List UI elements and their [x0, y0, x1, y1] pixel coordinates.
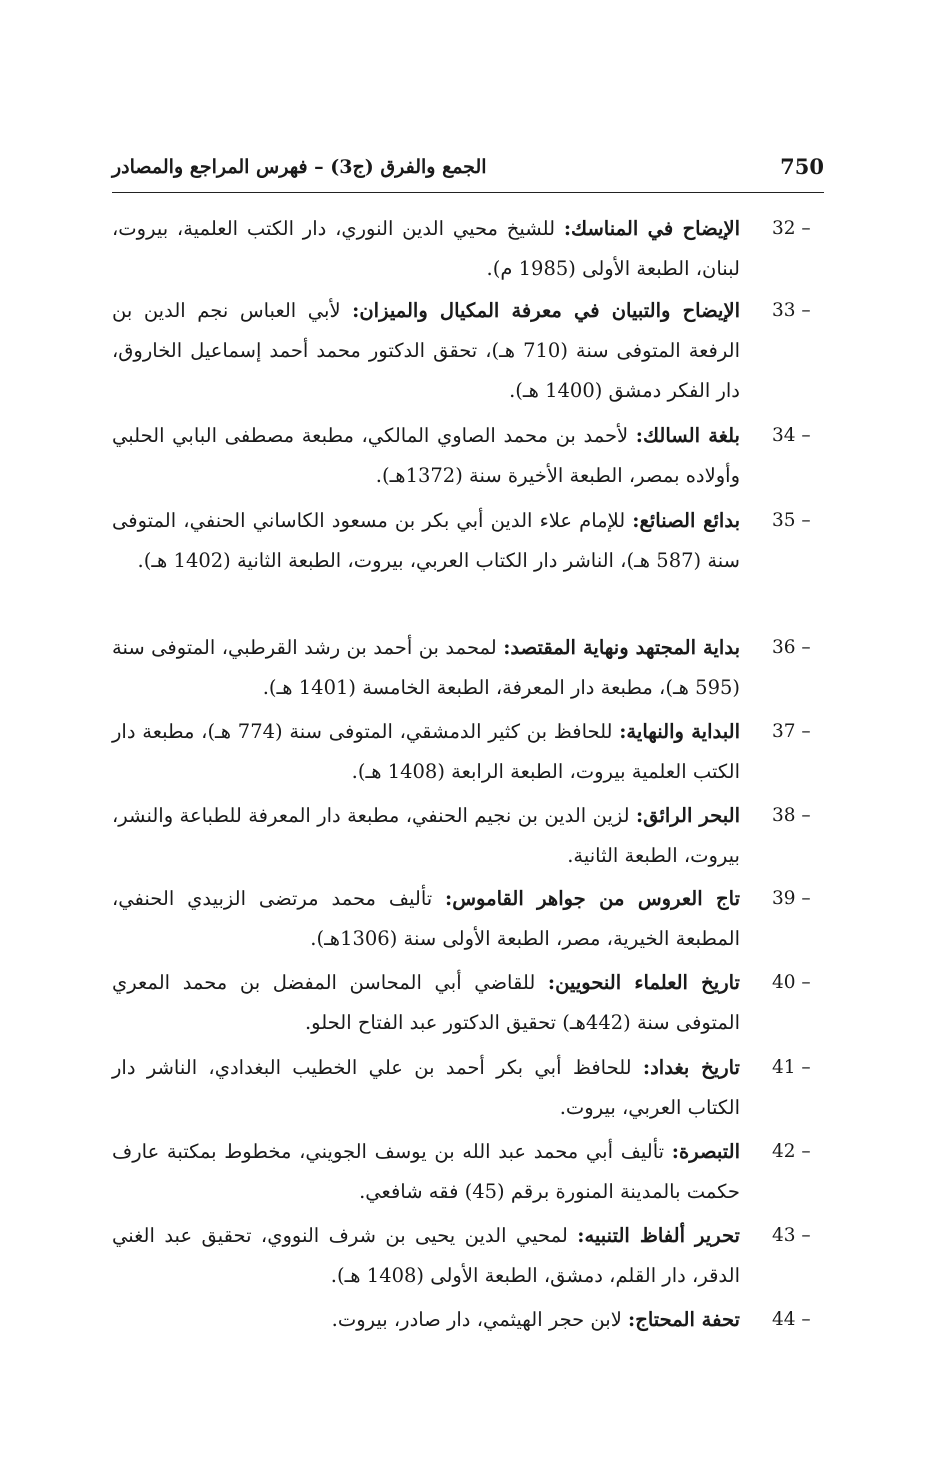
entry-title: تحفة المحتاج:: [628, 1308, 740, 1331]
entry-body: للقاضي أبي المحاسن المفضل بن محمد المعري المتوفى سنة (442هـ) تحقيق الدكتور عبد الفتاح الحلو.: [112, 971, 740, 1034]
entry-number: 38 –: [772, 805, 811, 826]
entry-body: لزين الدين بن نجيم الحنفي، مطبعة دار المعرفة للطباعة والنشر، بيروت، الطبعة الثانية.: [112, 804, 740, 867]
entry-body: لابن حجر الهيثمي، دار صادر، بيروت.: [331, 1308, 629, 1331]
entry-number: 34 –: [772, 425, 811, 446]
entry-number: 37 –: [772, 721, 811, 742]
entry-text: [112, 209, 740, 289]
entry-text: [112, 879, 740, 959]
entry-title: البحر الرائق:: [635, 804, 740, 827]
reference-entry-43: [112, 1216, 824, 1296]
entry-title: تاريخ العلماء النحويين:: [547, 971, 740, 994]
reference-entry-37: [112, 712, 824, 792]
entry-title: التبصرة:: [671, 1140, 740, 1163]
entry-title: تاريخ بغداد:: [642, 1056, 740, 1079]
entry-body: للشيخ محيي الدين النوري، دار الكتب العلمية، بيروت، لبنان، الطبعة الأولى (1985 م).: [112, 217, 740, 280]
entry-text: [112, 416, 740, 496]
reference-entry-39: [112, 879, 824, 959]
entry-title: الإيضاح في المناسك:: [563, 217, 740, 240]
reference-entry-32: [112, 209, 824, 289]
reference-entry-34: [112, 416, 824, 496]
entry-body: للإمام علاء الدين أبي بكر بن مسعود الكاساني الحنفي، المتوفى سنة (587 هـ)، الناشر دار الكتاب العربي، بيروت، الطبعة الثانية (1402 هـ).: [112, 509, 740, 572]
entry-title: بداية المجتهد ونهاية المقتصد:: [503, 636, 740, 659]
entry-text: [112, 712, 740, 792]
reference-entry-33: [112, 291, 824, 411]
entry-title: بلغة السالك:: [635, 424, 740, 447]
entry-body: لمحمد بن أحمد بن رشد القرطبي، المتوفى سنة (595 هـ)، مطبعة دار المعرفة، الطبعة الخامسة (1401 هـ).: [112, 636, 740, 699]
entry-title: الإيضاح والتبيان في معرفة المكيال والميزان:: [352, 299, 740, 322]
entry-text: [112, 1216, 740, 1296]
entry-text: [112, 501, 740, 581]
entry-number: 41 –: [772, 1057, 811, 1078]
entry-body: للحافظ بن كثير الدمشقي، المتوفى سنة (774 هـ)، مطبعة دار الكتب العلمية بيروت، الطبعة الرابعة (1408 هـ).: [112, 720, 740, 783]
entry-title: تحرير ألفاظ التنبيه:: [577, 1224, 740, 1247]
entry-body: تأليف محمد مرتضى الزبيدي الحنفي، المطبعة الخيرية، مصر، الطبعة الأولى سنة (1306هـ).: [112, 887, 740, 950]
entry-text: [112, 963, 740, 1043]
entry-number: 44 –: [772, 1309, 811, 1330]
entry-text: [112, 1048, 740, 1128]
reference-entry-41: [112, 1048, 824, 1128]
page-number: 750: [780, 154, 824, 179]
running-title: الجمع والفرق (ج3) – فهرس المراجع والمصادر: [112, 156, 487, 178]
entry-title: بدائع الصنائع:: [632, 509, 740, 532]
reference-entry-44: [112, 1300, 824, 1340]
entry-number: 40 –: [772, 972, 811, 993]
entry-body: لمحيي الدين يحيى بن شرف النووي، تحقيق عبد الغني الدقر، دار القلم، دمشق، الطبعة الأولى (1408 هـ).: [112, 1224, 740, 1287]
entry-text: [112, 291, 740, 411]
entry-title: البداية والنهاية:: [619, 720, 740, 743]
entry-body: لأحمد بن محمد الصاوي المالكي، مطبعة مصطفى البابي الحلبي وأولاده بمصر، الطبعة الأخيرة سنة (1372هـ).: [112, 424, 740, 487]
entry-body: لأبي العباس نجم الدين بن الرفعة المتوفى سنة (710 هـ)، تحقق الدكتور محمد أحمد إسماعيل الخاروق، دار الفكر دمشق (1400 هـ).: [112, 299, 740, 402]
reference-entry-35: [112, 501, 824, 581]
entry-text: [112, 1132, 740, 1212]
entry-text: [112, 1300, 740, 1340]
entry-number: 32 –: [772, 218, 811, 239]
entry-number: 39 –: [772, 888, 811, 909]
entry-text: [112, 796, 740, 876]
entry-body: للحافظ أبي بكر أحمد بن علي الخطيب البغدادي، الناشر دار الكتاب العربي، بيروت.: [112, 1056, 740, 1119]
entry-number: 35 –: [772, 510, 811, 531]
page-header: [112, 150, 824, 193]
reference-entry-42: [112, 1132, 824, 1212]
reference-entry-38: [112, 796, 824, 876]
reference-entry-36: [112, 628, 824, 708]
reference-entry-40: [112, 963, 824, 1043]
entry-text: [112, 628, 740, 708]
entry-number: 43 –: [772, 1225, 811, 1246]
entry-number: 42 –: [772, 1141, 811, 1162]
entry-body: تأليف أبي محمد عبد الله بن يوسف الجويني، مخطوط بمكتبة عارف حكمت بالمدينة المنورة برقم (45) فقه شافعي.: [112, 1140, 740, 1203]
entry-title: تاج العروس من جواهر القاموس:: [445, 887, 740, 910]
entry-number: 36 –: [772, 637, 811, 658]
entry-number: 33 –: [772, 300, 811, 321]
